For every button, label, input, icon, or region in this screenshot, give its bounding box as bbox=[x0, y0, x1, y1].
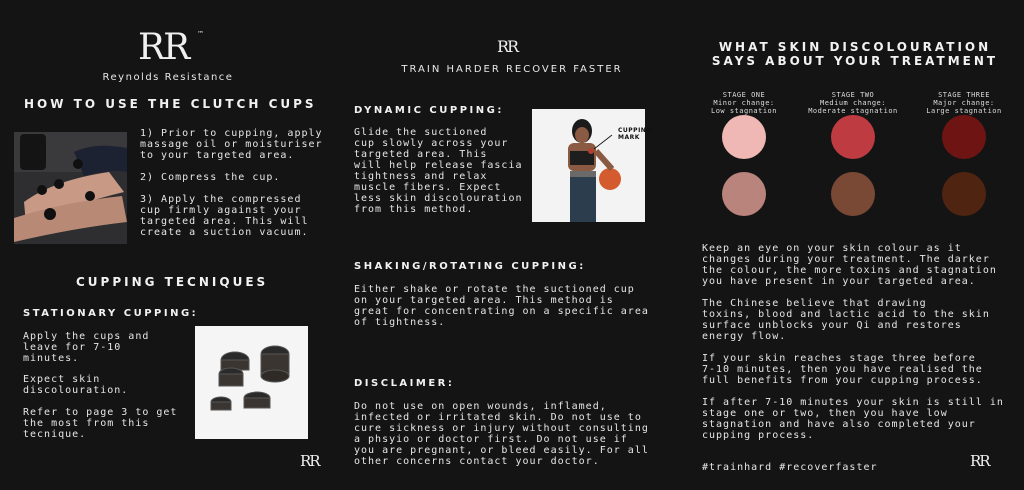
stage-three-swatch-light bbox=[942, 115, 986, 159]
stage-one-swatch-dark bbox=[722, 172, 766, 216]
skin-para-3: If your skin reaches stage three before 7-10 minutes, then you have realised the full benefits from your cupping process. bbox=[702, 353, 983, 386]
skin-para-1: Keep an eye on your skin colour as it changes during your treatment. The darker the colour, the more toxins and stagnation you have present in your targeted area. bbox=[702, 243, 997, 287]
stationary-para-3: Refer to page 3 to get the most from this tecnique. bbox=[23, 407, 178, 440]
dynamic-title: DYNAMIC CUPPING: bbox=[354, 105, 504, 116]
athlete-cupping-mark-photo bbox=[532, 109, 652, 222]
stationary-para-2: Expect skin discolouration. bbox=[23, 374, 129, 396]
clutch-cups-photo bbox=[195, 326, 308, 439]
footer-logo-col3 bbox=[970, 452, 989, 470]
disclaimer-title: DISCLAIMER: bbox=[354, 378, 455, 389]
stage-one-label: STAGE ONE Minor change: Low stagnation bbox=[710, 91, 777, 115]
brand-name: Reynolds Resistance bbox=[102, 72, 234, 83]
trademark-mark: ™ bbox=[197, 30, 204, 38]
footer-logo-col3-text: RR bbox=[970, 452, 989, 470]
techniques-title: CUPPING TECNIQUES bbox=[76, 275, 269, 289]
col2-logo-text: RR bbox=[497, 37, 518, 56]
step-1-text: 1) Prior to cupping, apply massage oil or moisturiser to your targeted area. bbox=[140, 128, 323, 161]
skin-para-2: The Chinese believe that drawing toxins, blood and lactic acid to the skin surface unblocks your Qi and restores energy flow. bbox=[702, 298, 990, 342]
brand-logo-text: RR bbox=[138, 27, 189, 68]
stationary-title: STATIONARY CUPPING: bbox=[23, 308, 199, 319]
discolouration-title-line2: SAYS ABOUT YOUR TREATMENT bbox=[711, 54, 999, 68]
cupping-mark-label: CUPPING MARK bbox=[618, 127, 652, 141]
disclaimer-text: Do not use on open wounds, inflamed, infected or irritated skin. Do not use to cure sickness or injury without consulting a phsyio or doctor first. Do not use if you are pregnant, or bleed easily. For all other concerns contact your doctor. bbox=[354, 401, 649, 467]
stage-two-swatch-light bbox=[831, 115, 875, 159]
col2-logo bbox=[497, 38, 517, 56]
shaking-text: Either shake or rotate the suctioned cup on your targeted area. This method is great for concentrating on a specific area of tightness. bbox=[354, 284, 649, 328]
stationary-para-1: Apply the cups and leave for 7-10 minutes. bbox=[23, 331, 150, 364]
legs-cupping-photo bbox=[14, 132, 127, 244]
stage-three-swatch-dark bbox=[942, 172, 986, 216]
dynamic-text: Glide the suctioned cup slowly across your targeted area. This will help release fascia tightness and relax muscle fibers. Expect less skin discolouration from this method. bbox=[354, 127, 523, 215]
stage-two-label: STAGE TWO Medium change: Moderate stagnation bbox=[808, 91, 898, 115]
brand-logo bbox=[138, 28, 188, 68]
footer-logo-col1-text: RR bbox=[300, 452, 319, 470]
footer-logo-col1 bbox=[300, 452, 319, 470]
stage-one-swatch-light bbox=[722, 115, 766, 159]
how-to-title: HOW TO USE THE CLUTCH CUPS bbox=[24, 97, 317, 111]
skin-para-4: If after 7-10 minutes your skin is still in stage one or two, then you have low stagnation and have also completed your cupping process. bbox=[702, 397, 1004, 441]
stage-two-swatch-dark bbox=[831, 172, 875, 216]
tagline: TRAIN HARDER RECOVER FASTER bbox=[401, 64, 623, 75]
stage-three-label: STAGE THREE Major change: Large stagnation bbox=[926, 91, 1002, 115]
shaking-title: SHAKING/ROTATING CUPPING: bbox=[354, 261, 586, 272]
step-3-text: 3) Apply the compressed cup firmly against your targeted area. This will create a suction vacuum. bbox=[140, 194, 309, 238]
hashtags: #trainhard #recoverfaster bbox=[702, 462, 878, 473]
discolouration-title-line1: WHAT SKIN DISCOLOURATION bbox=[718, 40, 992, 54]
step-2-text: 2) Compress the cup. bbox=[140, 172, 281, 183]
